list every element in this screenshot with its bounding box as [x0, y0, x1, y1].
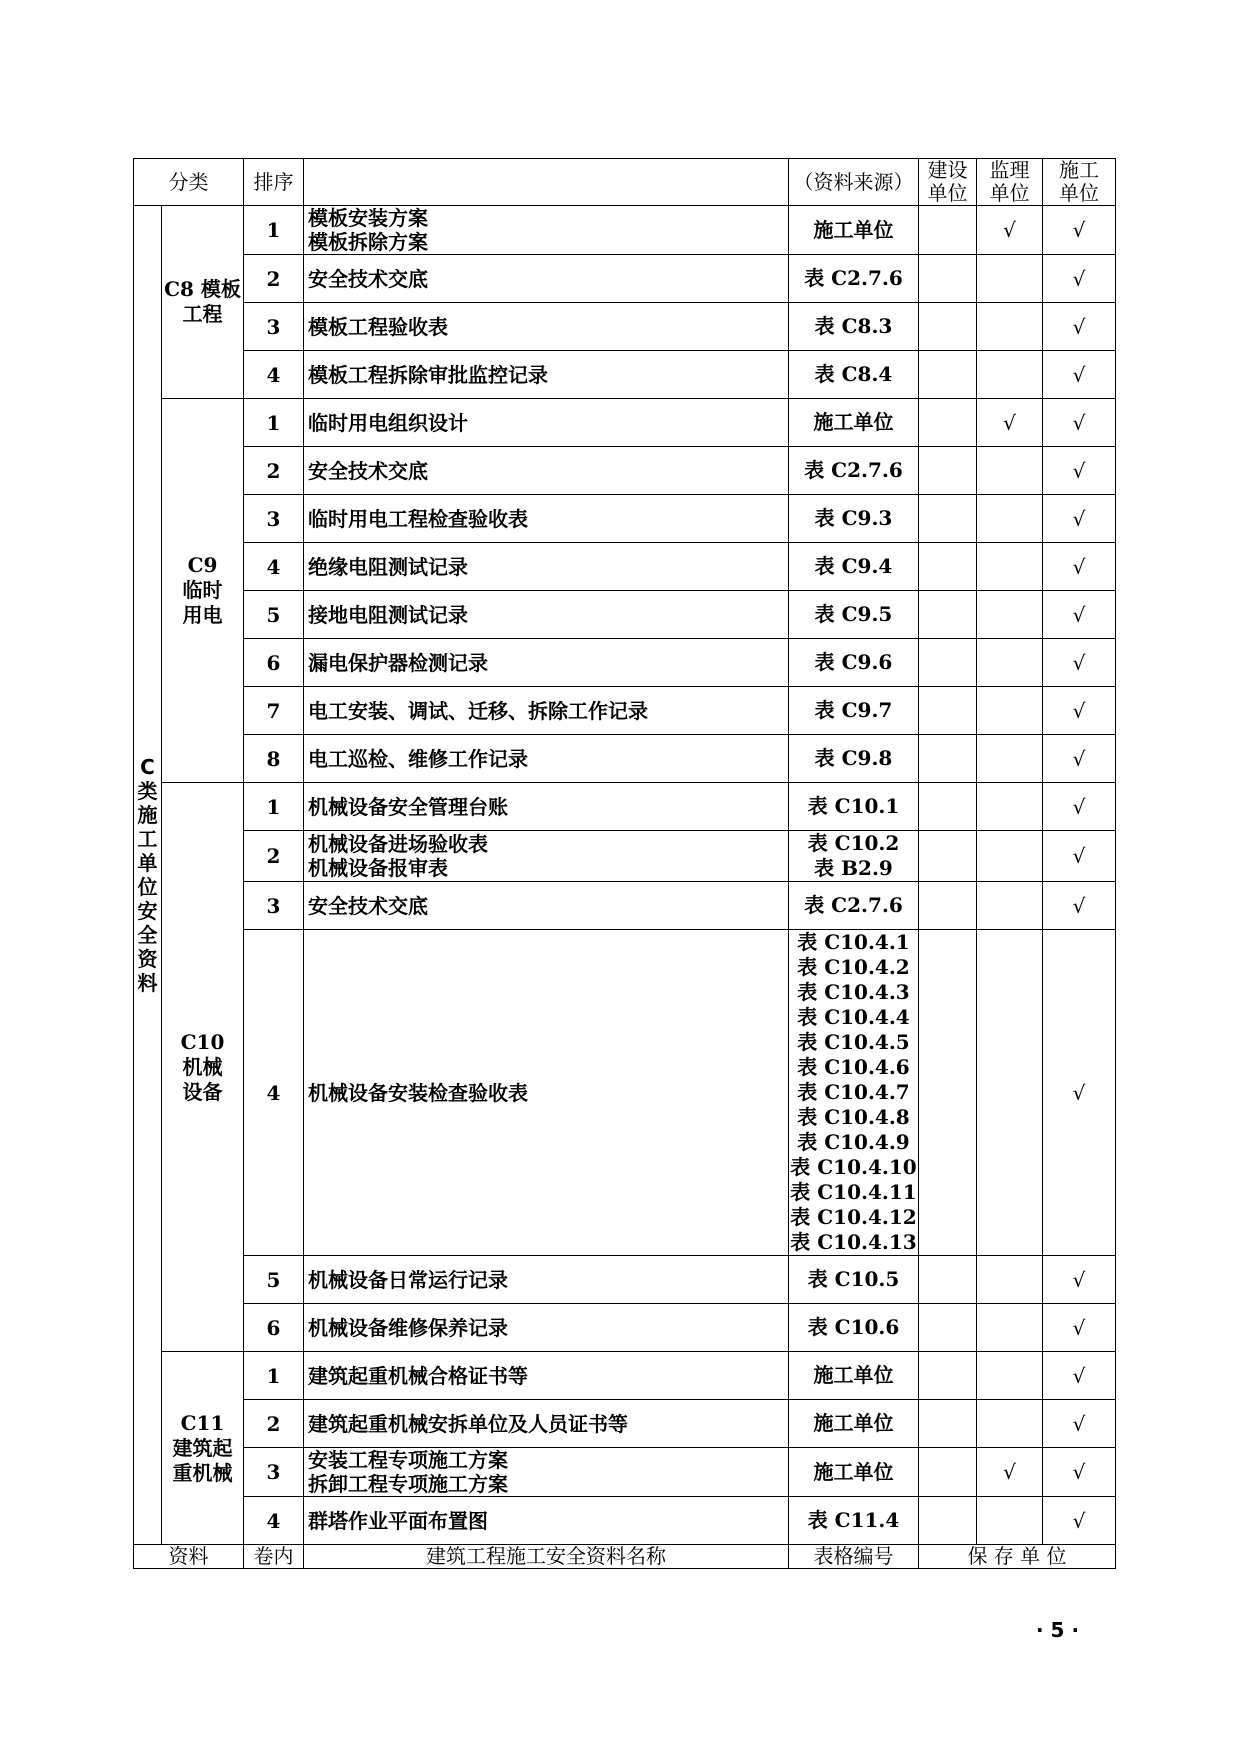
table-row	[134, 1256, 1116, 1304]
form-number-line: 表 C10.4.9	[797, 1130, 910, 1154]
form-number	[789, 1352, 919, 1400]
header-order: 排序	[244, 159, 304, 206]
group-label-line: 重机械	[172, 1460, 233, 1485]
form-number-line: 表 C10.1	[807, 794, 900, 818]
owner-check-cell	[919, 783, 977, 831]
page-number: · 5 ·	[1036, 1618, 1080, 1642]
document-name	[304, 303, 789, 351]
form-number-line: 表 C10.4.13	[790, 1230, 917, 1254]
table-row	[134, 1497, 1116, 1545]
form-number-line: 表 C10.2	[807, 831, 900, 855]
supervisor-check-cell	[977, 1304, 1043, 1352]
form-number	[789, 206, 919, 255]
row-index: 4	[244, 930, 304, 1256]
form-number-line: 施工单位	[813, 1411, 894, 1435]
form-number	[789, 882, 919, 930]
safety-documents-table	[133, 158, 1116, 1569]
form-number-line: 表 C10.5	[807, 1267, 900, 1291]
form-number	[789, 543, 919, 591]
document-name	[304, 735, 789, 783]
row-index: 3	[244, 1448, 304, 1497]
header-supervisor: 监理 单位	[977, 159, 1043, 206]
major-category-char: 施	[137, 803, 158, 827]
form-number	[789, 303, 919, 351]
owner-check-cell	[919, 206, 977, 255]
document-name-line: 安全技术交底	[308, 458, 428, 483]
table-row	[134, 591, 1116, 639]
supervisor-check-cell	[977, 831, 1043, 882]
major-category-char: 单	[137, 851, 158, 875]
form-number	[789, 255, 919, 303]
table-row	[134, 882, 1116, 930]
document-name-line: 拆卸工程专项施工方案	[308, 1472, 508, 1496]
contractor-check-cell: √	[1043, 687, 1116, 735]
group-label-line: C10	[180, 1029, 225, 1054]
form-number-line: 表 B2.9	[814, 856, 893, 880]
document-name-line: 模板工程验收表	[308, 314, 448, 339]
group-label-cell	[162, 399, 244, 783]
contractor-check-cell: √	[1043, 735, 1116, 783]
group-label-line: 临时	[182, 578, 223, 602]
row-index: 6	[244, 1304, 304, 1352]
document-name	[304, 543, 789, 591]
contractor-check-cell: √	[1043, 930, 1116, 1256]
owner-check-cell	[919, 930, 977, 1256]
document-name	[304, 831, 789, 882]
form-number-line: 施工单位	[813, 1363, 894, 1387]
document-name-line: 建筑起重机械安拆单位及人员证书等	[308, 1411, 628, 1436]
group-label-line: C11	[180, 1410, 225, 1435]
table-row	[134, 831, 1116, 882]
footer-form-no: 表格编号	[789, 1545, 919, 1569]
contractor-check-cell: √	[1043, 399, 1116, 447]
supervisor-check-cell	[977, 255, 1043, 303]
owner-check-cell	[919, 543, 977, 591]
owner-check-cell	[919, 303, 977, 351]
table-row	[134, 1304, 1116, 1352]
table-header-row	[134, 159, 1116, 206]
supervisor-check-cell: √	[977, 1448, 1043, 1497]
owner-check-cell	[919, 255, 977, 303]
owner-check-cell	[919, 399, 977, 447]
document-name-line: 电工安装、调试、迁移、拆除工作记录	[308, 698, 648, 723]
form-number-line: 施工单位	[813, 410, 894, 434]
group-label-line: 建筑起	[172, 1435, 233, 1460]
document-name	[304, 447, 789, 495]
supervisor-check-cell	[977, 351, 1043, 399]
form-number	[789, 495, 919, 543]
row-index: 7	[244, 687, 304, 735]
form-number-line: 表 C2.7.6	[804, 458, 903, 482]
document-name	[304, 1304, 789, 1352]
table-row	[134, 447, 1116, 495]
supervisor-check-cell	[977, 687, 1043, 735]
major-category-char: 资	[137, 947, 158, 971]
contractor-check-cell: √	[1043, 495, 1116, 543]
form-number-line: 表 C10.4.11	[790, 1180, 917, 1204]
document-name-line: 模板安装方案	[308, 206, 428, 230]
form-number-line: 表 C10.6	[807, 1315, 900, 1339]
owner-check-cell	[919, 1448, 977, 1497]
form-number-line: 表 C9.6	[814, 650, 893, 674]
contractor-check-cell: √	[1043, 1304, 1116, 1352]
form-number-line: 表 C10.4.8	[797, 1105, 910, 1129]
contractor-check-cell: √	[1043, 1448, 1116, 1497]
form-number	[789, 351, 919, 399]
form-number-line: 表 C10.4.4	[797, 1005, 910, 1029]
supervisor-check-cell	[977, 1352, 1043, 1400]
document-name	[304, 639, 789, 687]
table-row	[134, 351, 1116, 399]
contractor-check-cell: √	[1043, 783, 1116, 831]
owner-check-cell	[919, 495, 977, 543]
header-name-blank	[304, 159, 789, 206]
group-label-line: 机械	[182, 1054, 223, 1079]
form-number-line: 表 C10.4.5	[797, 1030, 910, 1054]
form-number	[789, 930, 919, 1256]
form-number	[789, 783, 919, 831]
form-number-line: 表 C2.7.6	[804, 266, 903, 290]
row-index: 1	[244, 1352, 304, 1400]
owner-check-cell	[919, 1256, 977, 1304]
row-index: 5	[244, 591, 304, 639]
document-name-line: 临时用电组织设计	[308, 410, 468, 435]
header-owner: 建设 单位	[919, 159, 977, 206]
group-label-line: 用电	[182, 603, 223, 627]
owner-check-cell	[919, 687, 977, 735]
major-category-char: 位	[137, 875, 158, 899]
row-index: 3	[244, 495, 304, 543]
document-name-line: 建筑起重机械合格证书等	[308, 1363, 528, 1388]
supervisor-check-cell	[977, 591, 1043, 639]
owner-check-cell	[919, 447, 977, 495]
contractor-check-cell: √	[1043, 255, 1116, 303]
form-number-line: 表 C8.4	[814, 362, 893, 386]
owner-check-cell	[919, 831, 977, 882]
owner-check-cell	[919, 639, 977, 687]
document-name	[304, 783, 789, 831]
group-label-cell	[162, 206, 244, 399]
form-number	[789, 1448, 919, 1497]
document-name	[304, 1497, 789, 1545]
form-number-line: 表 C10.4.3	[797, 980, 910, 1004]
row-index: 2	[244, 831, 304, 882]
table-row	[134, 543, 1116, 591]
major-category-char: C	[140, 755, 155, 779]
table-row	[134, 687, 1116, 735]
group-label-line: 工程	[182, 302, 223, 326]
supervisor-check-cell	[977, 882, 1043, 930]
document-name	[304, 1256, 789, 1304]
form-number	[789, 1304, 919, 1352]
owner-check-cell	[919, 882, 977, 930]
form-number	[789, 399, 919, 447]
supervisor-check-cell	[977, 930, 1043, 1256]
form-number	[789, 639, 919, 687]
supervisor-check-cell	[977, 783, 1043, 831]
table-footer-row	[134, 1545, 1116, 1569]
table-row	[134, 206, 1116, 255]
form-number	[789, 1256, 919, 1304]
document-name-line: 安装工程专项施工方案	[308, 1448, 508, 1472]
table-row	[134, 1400, 1116, 1448]
form-number	[789, 447, 919, 495]
document-name	[304, 930, 789, 1256]
contractor-check-cell: √	[1043, 1400, 1116, 1448]
major-category-char: 工	[137, 827, 158, 851]
form-number-line: 表 C2.7.6	[804, 893, 903, 917]
owner-check-cell	[919, 1352, 977, 1400]
table-row	[134, 930, 1116, 1256]
header-source: （资料来源）	[789, 159, 919, 206]
contractor-check-cell: √	[1043, 351, 1116, 399]
contractor-check-cell: √	[1043, 882, 1116, 930]
row-index: 1	[244, 783, 304, 831]
supervisor-check-cell	[977, 1256, 1043, 1304]
supervisor-check-cell	[977, 543, 1043, 591]
table-row	[134, 303, 1116, 351]
row-index: 5	[244, 1256, 304, 1304]
document-name-line: 接地电阻测试记录	[308, 602, 468, 627]
row-index: 2	[244, 255, 304, 303]
table-row	[134, 399, 1116, 447]
document-name	[304, 351, 789, 399]
contractor-check-cell: √	[1043, 303, 1116, 351]
form-number	[789, 735, 919, 783]
footer-keep-units: 保 存 单 位	[919, 1545, 1116, 1569]
table-row	[134, 255, 1116, 303]
group-label-cell	[162, 783, 244, 1352]
group-label-cell	[162, 1352, 244, 1545]
form-number	[789, 831, 919, 882]
owner-check-cell	[919, 1304, 977, 1352]
footer-name: 建筑工程施工安全资料名称	[304, 1545, 789, 1569]
owner-check-cell	[919, 735, 977, 783]
form-number-line: 表 C10.4.10	[790, 1155, 917, 1179]
major-category-char: 全	[137, 923, 158, 947]
form-number-line: 表 C10.4.12	[790, 1205, 917, 1229]
row-index: 2	[244, 447, 304, 495]
table-row	[134, 495, 1116, 543]
form-number-line: 表 C10.4.1	[797, 930, 910, 954]
major-category-char: 类	[137, 779, 158, 803]
document-name-line: 漏电保护器检测记录	[308, 650, 488, 675]
document-name-line: 机械设备安装检查验收表	[308, 1080, 528, 1105]
document-name	[304, 495, 789, 543]
document-name-line: 机械设备日常运行记录	[308, 1267, 508, 1292]
supervisor-check-cell	[977, 1497, 1043, 1545]
table-row	[134, 1352, 1116, 1400]
form-number-line: 施工单位	[813, 217, 894, 242]
form-number-line: 表 C9.4	[814, 554, 893, 578]
document-name	[304, 1400, 789, 1448]
supervisor-check-cell: √	[977, 206, 1043, 255]
group-label-line: 设备	[182, 1079, 223, 1104]
row-index: 4	[244, 543, 304, 591]
form-number-line: 表 C9.8	[814, 746, 893, 770]
supervisor-check-cell: √	[977, 399, 1043, 447]
form-number-line: 施工单位	[813, 1459, 894, 1484]
form-number-line: 表 C9.7	[814, 698, 893, 722]
group-label-line: C9	[187, 553, 218, 577]
contractor-check-cell: √	[1043, 206, 1116, 255]
document-name	[304, 399, 789, 447]
contractor-check-cell: √	[1043, 447, 1116, 495]
contractor-check-cell: √	[1043, 543, 1116, 591]
document-name-line: 机械设备安全管理台账	[308, 794, 508, 819]
owner-check-cell	[919, 591, 977, 639]
document-name-line: 群塔作业平面布置图	[308, 1508, 488, 1533]
footer-order: 卷内	[244, 1545, 304, 1569]
document-name-line: 机械设备维修保养记录	[308, 1315, 508, 1340]
supervisor-check-cell	[977, 1400, 1043, 1448]
document-name	[304, 591, 789, 639]
contractor-check-cell: √	[1043, 639, 1116, 687]
document-name-line: 模板工程拆除审批监控记录	[308, 362, 548, 387]
supervisor-check-cell	[977, 495, 1043, 543]
supervisor-check-cell	[977, 447, 1043, 495]
header-contractor: 施工 单位	[1043, 159, 1116, 206]
major-category-cell	[134, 206, 162, 1545]
row-index: 3	[244, 882, 304, 930]
form-number-line: 表 C9.3	[814, 506, 893, 530]
row-index: 2	[244, 1400, 304, 1448]
supervisor-check-cell	[977, 639, 1043, 687]
form-number-line: 表 C9.5	[814, 602, 893, 626]
owner-check-cell	[919, 351, 977, 399]
contractor-check-cell: √	[1043, 1256, 1116, 1304]
document-name	[304, 1448, 789, 1497]
row-index: 1	[244, 206, 304, 255]
owner-check-cell	[919, 1497, 977, 1545]
row-index: 1	[244, 399, 304, 447]
supervisor-check-cell	[977, 303, 1043, 351]
row-index: 3	[244, 303, 304, 351]
header-category: 分类	[134, 159, 244, 206]
document-name-line: 安全技术交底	[308, 266, 428, 291]
form-number	[789, 591, 919, 639]
document-name-line: 模板拆除方案	[308, 230, 428, 254]
table-row	[134, 783, 1116, 831]
table-row	[134, 735, 1116, 783]
document-name-line: 安全技术交底	[308, 893, 428, 918]
document-name-line: 临时用电工程检查验收表	[308, 506, 528, 531]
form-number	[789, 687, 919, 735]
contractor-check-cell: √	[1043, 831, 1116, 882]
table-row	[134, 639, 1116, 687]
form-number-line: 表 C10.4.2	[797, 955, 910, 979]
contractor-check-cell: √	[1043, 1352, 1116, 1400]
owner-check-cell	[919, 1400, 977, 1448]
row-index: 4	[244, 1497, 304, 1545]
document-name-line: 机械设备进场验收表	[308, 832, 488, 856]
form-number	[789, 1497, 919, 1545]
footer-category: 资料	[134, 1545, 244, 1569]
document-name	[304, 1352, 789, 1400]
document-name-line: 电工巡检、维修工作记录	[308, 746, 528, 771]
table-row	[134, 1448, 1116, 1497]
row-index: 6	[244, 639, 304, 687]
form-number-line: 表 C11.4	[807, 1508, 900, 1532]
form-number-line: 表 C10.4.7	[797, 1080, 910, 1104]
document-name	[304, 255, 789, 303]
form-number-line: 表 C10.4.6	[797, 1055, 910, 1079]
document-name	[304, 882, 789, 930]
contractor-check-cell: √	[1043, 591, 1116, 639]
major-category-char: 料	[137, 971, 158, 995]
document-name	[304, 687, 789, 735]
form-number-line: 表 C8.3	[814, 314, 893, 338]
form-number	[789, 1400, 919, 1448]
document-name-line: 绝缘电阻测试记录	[308, 554, 468, 579]
supervisor-check-cell	[977, 735, 1043, 783]
row-index: 4	[244, 351, 304, 399]
contractor-check-cell: √	[1043, 1497, 1116, 1545]
major-category-char: 安	[137, 899, 158, 923]
row-index: 8	[244, 735, 304, 783]
document-name-line: 机械设备报审表	[308, 856, 448, 880]
group-label-line: C8 模板	[164, 277, 241, 301]
document-name	[304, 206, 789, 255]
